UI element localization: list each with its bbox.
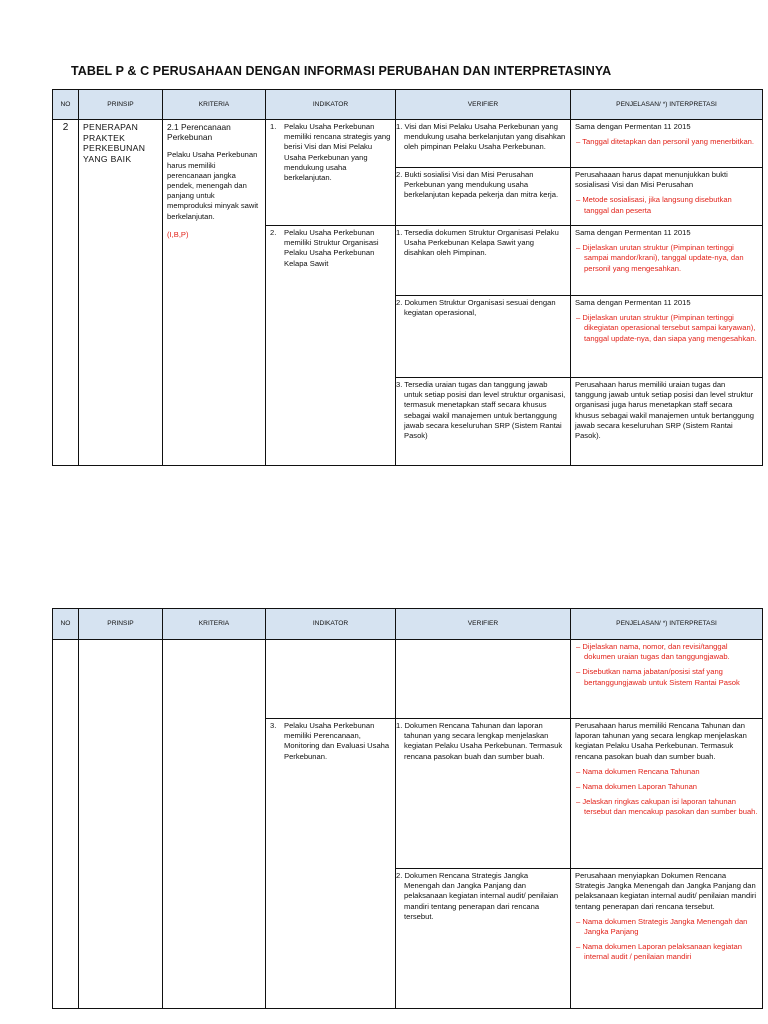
- verifier-cell: 2. Dokumen Rencana Strategis Jangka Menengah dan Jangka Panjang dan pelaksanaan kegiatan internal audit/ penilaian mandiri tentang penerapan dari rencana tersebut.: [396, 869, 571, 1009]
- header-no: NO: [53, 90, 79, 120]
- penjelasan-cell: [571, 640, 763, 719]
- penjelasan-note: – Nama dokumen Laporan Tahunan: [576, 782, 698, 792]
- penjelasan-note: – Dijelaskan urutan struktur (Pimpinan tertinggi dikegiatan operasional tersebut sampai karyawan), tanggal update-nya, dan siapa yang mengesahkan.: [576, 313, 757, 343]
- penjelasan-note: – Dijelaskan urutan struktur (Pimpinan tertinggi sampai mandor/krani), tanggal update-nya, dan personil yang mengesahkan.: [576, 243, 744, 273]
- table-row: [53, 640, 763, 719]
- penjelasan-note: – Jelaskan ringkas cakupan isi laporan tahunan tersebut dan mencakup pasokan dan sumber buah.: [576, 797, 758, 817]
- no-cell: [53, 640, 79, 1009]
- penjelasan-note: – Dijelaskan nama, nomor, dan revisi/tanggal dokumen uraian tugas dan tanggungjawab.: [576, 642, 730, 662]
- penjelasan-note: – Nama dokumen Rencana Tahunan: [576, 766, 700, 776]
- kriteria-code: (I,B,P): [167, 229, 189, 239]
- header-indikator: INDIKATOR: [266, 609, 396, 640]
- verifier-cell: 3. Tersedia uraian tugas dan tanggung jawab untuk setiap posisi dan level struktur organisasi, termasuk menetapkan staff secara khusus sebagai wakil manajemen untuk bertanggung jawab secara keseluruhan SRP (Sistem Rantai Pasok): [396, 378, 571, 466]
- penjelasan-cell: [571, 226, 763, 296]
- penjelasan-note: – Tanggal ditetapkan dan personil yang menerbitkan.: [576, 137, 755, 147]
- prinsip-cell: PENERAPAN PRAKTEK PERKEBUNAN YANG BAIK: [79, 120, 163, 466]
- penjelasan-note: – Disebutkan nama jabatan/posisi staf yang bertanggungjawab untuk Sistem Rantai Pasok: [576, 667, 740, 687]
- penjelasan-text: Sama dengan Permentan 11 2015: [575, 122, 691, 131]
- header-prinsip: PRINSIP: [79, 90, 163, 120]
- kriteria-cell: [163, 640, 266, 1009]
- table-row: [53, 120, 763, 168]
- header-indikator: INDIKATOR: [266, 90, 396, 120]
- verifier-cell: 1. Tersedia dokumen Struktur Organisasi Pelaku Usaha Perkebunan Kelapa Sawit yang disahkan oleh Pimpinan.: [396, 226, 571, 296]
- penjelasan-text: Sama dengan Permentan 11 2015: [575, 298, 691, 307]
- penjelasan-note: – Metode sosialisasi, jika langsung disebutkan tanggal dan peserta: [576, 195, 732, 215]
- kriteria-title: 2.1 Perencanaan Perkebunan: [167, 122, 231, 143]
- header-penjelasan: PENJELASAN/ *) INTERPRETASI: [571, 90, 763, 120]
- header-kriteria: KRITERIA: [163, 90, 266, 120]
- table-header-row: [53, 609, 763, 640]
- penjelasan-note: – Nama dokumen Laporan pelaksanaan kegiatan internal audit / penilaian mandiri: [576, 942, 742, 962]
- penjelasan-text: Sama dengan Permentan 11 2015: [575, 228, 691, 237]
- indikator-cell: [266, 226, 396, 466]
- header-verifier: VERIFIER: [396, 609, 571, 640]
- penjelasan-cell: [571, 296, 763, 378]
- header-prinsip: PRINSIP: [79, 609, 163, 640]
- kriteria-cell: [163, 120, 266, 466]
- verifier-cell: 2. Dokumen Struktur Organisasi sesuai dengan kegiatan operasional,: [396, 296, 571, 378]
- verifier-cell: 1. Visi dan Misi Pelaku Usaha Perkebunan yang mendukung usaha berkelanjutan yang disahkan oleh pimpinan Pelaku Usaha Perkebunan.: [396, 120, 571, 168]
- indikator-cell: [266, 120, 396, 226]
- penjelasan-cell: [571, 120, 763, 168]
- penjelasan-note: – Nama dokumen Strategis Jangka Menengah dan Jangka Panjang: [576, 916, 748, 937]
- prinsip-cell: [79, 640, 163, 1009]
- indikator-cell: [266, 719, 396, 1009]
- row-number: 2: [53, 120, 79, 466]
- header-penjelasan: PENJELASAN/ *) INTERPRETASI: [571, 609, 763, 640]
- indikator-number: 3.: [270, 721, 277, 730]
- indikator-text: Pelaku Usaha Perkebunan memiliki rencana strategis yang berisi Visi dan Misi Pelaku Usaha Perkebunan yang mendukung usaha berkelanjutan.: [284, 122, 391, 183]
- indikator-cell: [266, 640, 396, 719]
- verifier-cell: 1. Dokumen Rencana Tahunan dan laporan tahunan yang secara lengkap menjelaskan kegiatan Pelaku Usaha Perkebunan. Termasuk rencana pasokan buah dan sumber buah.: [396, 719, 571, 869]
- penjelasan-text: Perusahaan menyiapkan Dokumen Rencana Strategis Jangka Menengah dan Jangka Panjang dan pelaksanaan kegiatan internal audit/ penilaian mandiri tentang penerapan dari rencana tersebut.: [575, 871, 757, 911]
- table-header-row: [53, 90, 763, 120]
- penjelasan-cell: [571, 378, 763, 466]
- verifier-cell: [396, 640, 571, 719]
- penjelasan-text: Perusahaan harus memiliki uraian tugas dan tanggung jawab untuk setiap posisi dan level struktur organisasi juga harus menetapkan staff secara khusus sebagai wakil manajemen untuk bertanggung jawab secara keseluruhan SRP (Sistem Rantai Pasok).: [575, 380, 754, 441]
- page-title: TABEL P & C PERUSAHAAN DENGAN INFORMASI PERUBAHAN DAN INTERPRETASINYA: [71, 64, 612, 78]
- table-1: [52, 89, 763, 466]
- penjelasan-cell: [571, 719, 763, 869]
- indikator-number: 2.: [270, 228, 277, 237]
- penjelasan-text: Perusahaaan harus dapat menunjukkan bukti sosialisasi Visi dan Misi Perusahan: [575, 170, 728, 190]
- verifier-cell: 2. Bukti sosialisi Visi dan Misi Perusahan Perkebunan yang mendukung usaha berkelanjutan kepada pekerja dan mitra kerja.: [396, 168, 571, 226]
- table-2: [52, 608, 763, 1009]
- indikator-number: 1.: [270, 122, 277, 131]
- header-verifier: VERIFIER: [396, 90, 571, 120]
- kriteria-description: Pelaku Usaha Perkebunan harus memiliki perencanaan jangka pendek, menengah dan panjang untuk memproduksi minyak sawit berkelanjutan.: [167, 150, 259, 221]
- penjelasan-cell: [571, 869, 763, 1009]
- indikator-text: Pelaku Usaha Perkebunan memiliki Struktur Organisasi Pelaku Usaha Perkebunan Kelapa Sawit: [284, 228, 379, 268]
- penjelasan-text: Perusahaan harus memiliki Rencana Tahunan dan laporan tahunan yang secara lengkap menjelaskan kegiatan Pelaku Usaha Perkebunan. Termasuk rencana pasokan buah dan sumber buah.: [575, 721, 747, 761]
- header-no: NO: [53, 609, 79, 640]
- penjelasan-cell: [571, 168, 763, 226]
- indikator-text: Pelaku Usaha Perkebunan memiliki Perencanaan, Monitoring dan Evaluasi Usaha Perkebunan.: [284, 721, 390, 761]
- header-kriteria: KRITERIA: [163, 609, 266, 640]
